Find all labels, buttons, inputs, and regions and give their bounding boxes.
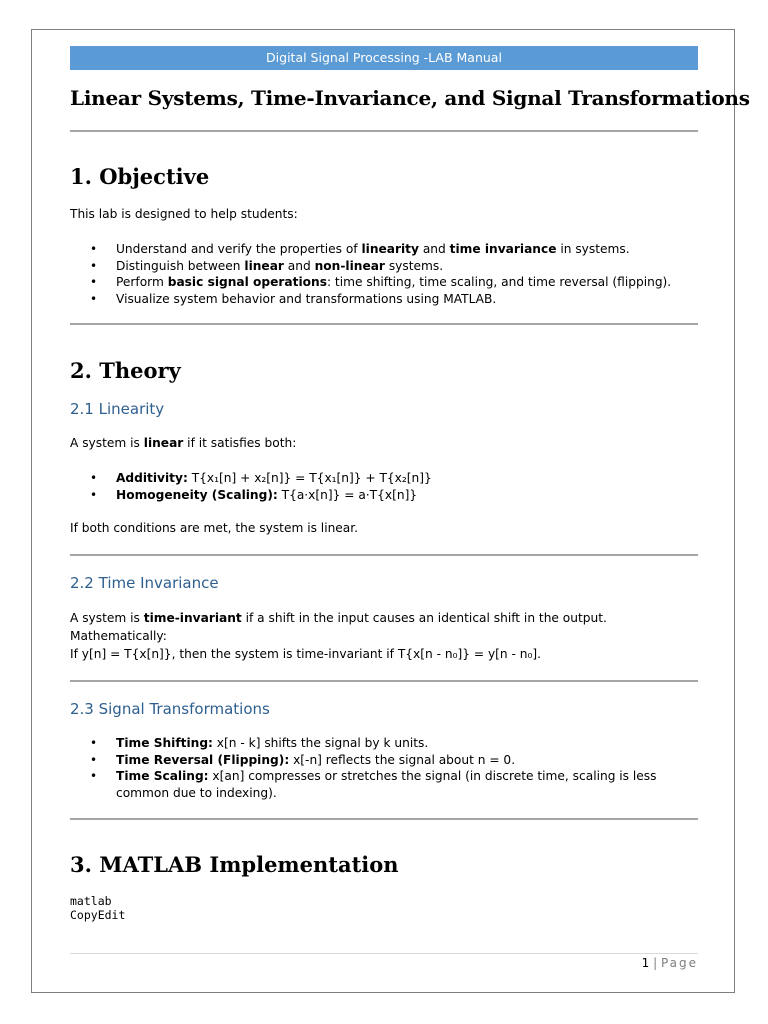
page-label: Page — [660, 956, 698, 970]
transformations-heading: 2.3 Signal Transformations — [70, 700, 270, 718]
code-language-label: matlab — [70, 894, 112, 908]
time-invariance-mathematically: Mathematically: — [70, 629, 167, 643]
theory-heading: 2. Theory — [70, 358, 181, 383]
copy-edit-button[interactable]: CopyEdit — [70, 908, 126, 922]
divider — [70, 323, 698, 325]
matlab-heading: 3. MATLAB Implementation — [70, 852, 399, 877]
objective-heading: 1. Objective — [70, 164, 210, 189]
linearity-list — [70, 470, 698, 503]
linearity-conclusion: If both conditions are met, the system is linear. — [70, 521, 359, 535]
time-invariance-definition: A system is time-invariant if a shift in the input causes an identical shift in the output. — [70, 611, 607, 625]
divider — [70, 680, 698, 682]
footer-separator: | — [653, 956, 658, 970]
page-number: 1 — [641, 956, 650, 970]
time-invariance-condition: If y[n] = T{x[n]}, then the system is time-invariant if T{x[n - n₀]} = y[n - n₀]. — [70, 647, 542, 661]
list-item: • Time Scaling: x[an] compresses or stretches the signal (in discrete time, scaling is less common due to indexing). — [70, 768, 698, 801]
document-title: Linear Systems, Time-Invariance, and Signal Transformations — [70, 86, 750, 110]
linearity-heading: 2.1 Linearity — [70, 400, 165, 418]
list-item: • Time Reversal (Flipping): x[-n] reflects the signal about n = 0. — [70, 752, 698, 769]
footer-divider — [70, 953, 698, 954]
list-item: • Homogeneity (Scaling): T{a·x[n]} = a·T{x[n]} — [70, 487, 698, 504]
objective-intro: This lab is designed to help students: — [70, 207, 298, 221]
divider — [70, 130, 698, 132]
divider — [70, 554, 698, 556]
linearity-intro: A system is linear if it satisfies both: — [70, 436, 297, 450]
transformations-list — [70, 735, 698, 801]
time-invariance-heading: 2.2 Time Invariance — [70, 574, 219, 592]
running-header: Digital Signal Processing -LAB Manual — [70, 46, 698, 70]
objective-list — [70, 241, 698, 307]
list-item: • Additivity: T{x₁[n] + x₂[n]} = T{x₁[n]} + T{x₂[n]} — [70, 470, 698, 487]
divider — [70, 818, 698, 820]
list-item: • Perform basic signal operations: time shifting, time scaling, and time reversal (flipping). — [70, 274, 698, 291]
list-item: • Visualize system behavior and transformations using MATLAB. — [70, 291, 698, 308]
page-footer — [642, 955, 698, 971]
list-item: • Distinguish between linear and non-linear systems. — [70, 258, 698, 275]
list-item: • Time Shifting: x[n - k] shifts the signal by k units. — [70, 735, 698, 752]
list-item: • Understand and verify the properties of linearity and time invariance in systems. — [70, 241, 698, 258]
